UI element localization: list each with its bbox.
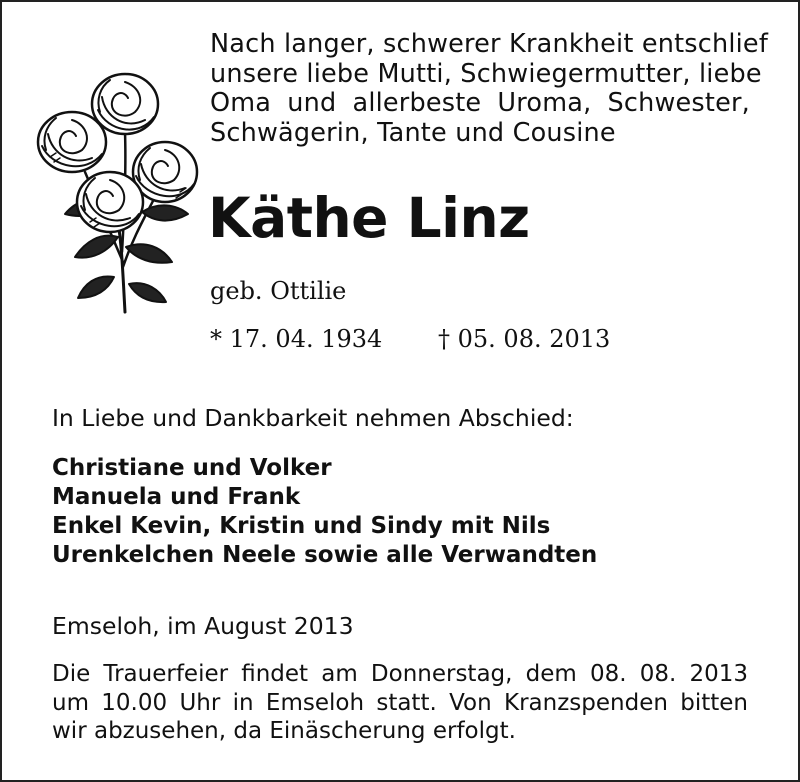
mourner-entry: Enkel Kevin, Kristin und Sindy mit Nils [52, 513, 551, 539]
notice-line: um 10.00 Uhr in Emseloh statt. Von Kranzspenden bitten [52, 689, 748, 716]
mourners-list [52, 454, 597, 570]
roses-illustration-icon [30, 62, 205, 320]
birth-name: geb. Ottilie [210, 277, 347, 305]
intro-line: Schwägerin, Tante und Cousine [210, 117, 616, 148]
notice-line: wir abzusehen, da Einäscherung erfolgt. [52, 718, 516, 744]
intro-line: unsere liebe Mutti, Schwiegermutter, liebe [210, 58, 762, 89]
intro-text [210, 29, 768, 148]
mourner-entry: Christiane und Volker [52, 455, 332, 481]
notice-line: Die Trauerfeier findet am Donnerstag, dem 08. 08. 2013 [52, 661, 748, 687]
life-dates [210, 324, 611, 354]
mourner-entry: Urenkelchen Neele sowie alle Verwandten [52, 542, 598, 568]
intro-line: Oma und allerbeste Uroma, Schwester, [210, 88, 750, 118]
deceased-name: Käthe Linz [208, 186, 530, 250]
intro-line: Nach langer, schwerer Krankheit entschlief [210, 29, 768, 59]
farewell-line: In Liebe und Dankbarkeit nehmen Abschied: [52, 404, 574, 432]
place-date: Emseloh, im August 2013 [52, 612, 354, 640]
funeral-notice [52, 660, 748, 746]
birth-date: * 17. 04. 1934 [210, 325, 383, 353]
mourner-entry: Manuela und Frank [52, 484, 301, 510]
death-date: † 05. 08. 2013 [438, 325, 611, 353]
